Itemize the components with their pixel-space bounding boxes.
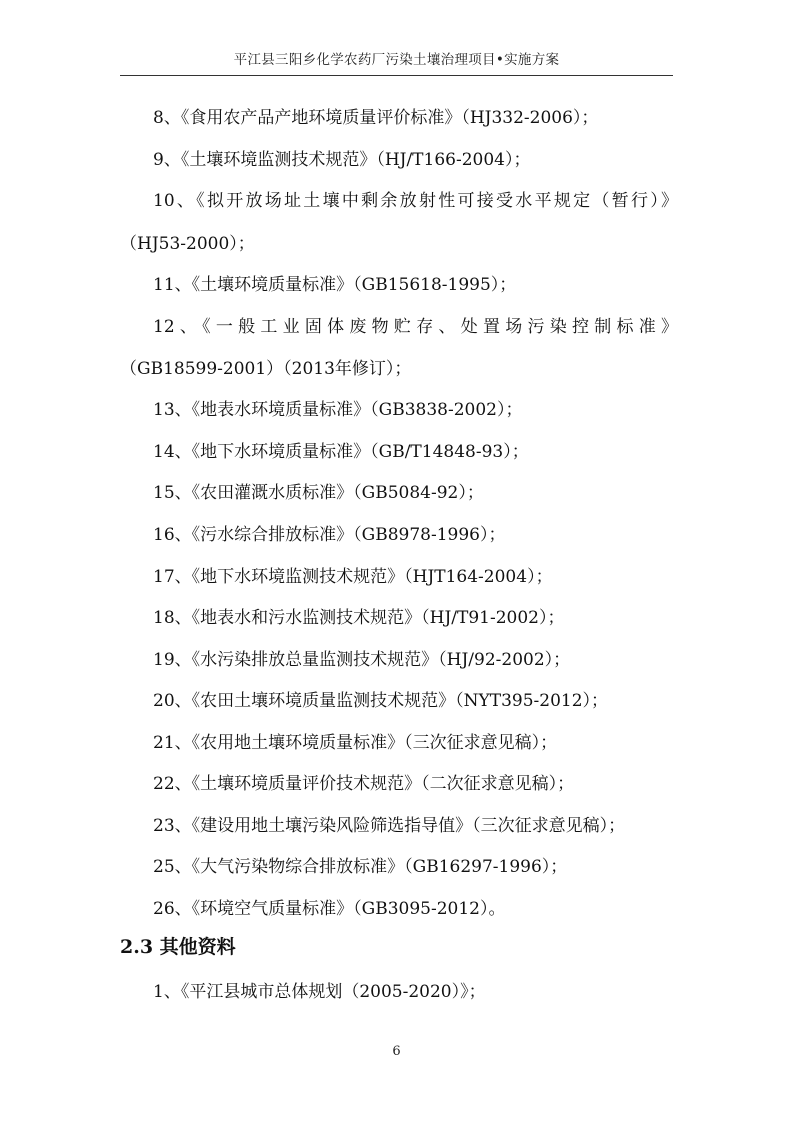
list-item: 21、《农用地土壤环境质量标准》（三次征求意见稿）；	[153, 733, 558, 753]
list-item: 26、《环境空气质量标准》（GB3095-2012）。	[153, 899, 506, 919]
list-item-continuation: （GB18599-2001）（2013年修订）；	[120, 359, 412, 379]
list-item: 23、《建设用地土壤污染风险筛选指导值》（三次征求意见稿）；	[153, 816, 626, 836]
page-number: 6	[392, 1044, 401, 1059]
list-item: 8、《食用农产品产地环境质量评价标准》（HJ332-2006）；	[153, 108, 599, 128]
list-item: 15、《农田灌溉水质标准》（GB5084-92）；	[153, 483, 484, 503]
list-item: 14、《地下水环境质量标准》（GB/T14848-93）；	[153, 442, 529, 462]
list-item: 25、《大气污染物综合排放标准》（GB16297-1996）；	[153, 857, 568, 877]
list-item: 17、《地下水环境监测技术规范》（HJT164-2004）；	[153, 567, 553, 587]
list-item: 12、《一般工业固体废物贮存、处置场污染控制标准》	[153, 317, 678, 337]
list-item: 20、《农田土壤环境质量监测技术规范》（NYT395-2012）；	[153, 691, 609, 711]
list-item: 13、《地表水环境质量标准》（GB3838-2002）；	[153, 400, 523, 420]
list-item: 9、《土壤环境监测技术规范》（HJ/T166-2004）；	[153, 150, 531, 170]
section-heading: 2.3 其他资料	[120, 936, 236, 958]
list-item: 18、《地表水和污水监测技术规范》（HJ/T91-2002）；	[153, 608, 565, 628]
header-divider	[120, 75, 673, 76]
list-item-continuation: （HJ53-2000）；	[120, 234, 255, 254]
list-item: 10、《拟开放场址土壤中剩余放射性可接受水平规定（暂行）》	[153, 191, 678, 211]
list-item: 11、《土壤环境质量标准》（GB15618-1995）；	[153, 275, 517, 295]
list-item: 22、《土壤环境质量评价技术规范》（二次征求意见稿）；	[153, 774, 575, 794]
list-item: 1、《平江县城市总体规划（2005-2020）》；	[153, 982, 486, 1002]
list-item: 19、《水污染排放总量监测技术规范》（HJ/92-2002）；	[153, 650, 571, 670]
running-header: 平江县三阳乡化学农药厂污染土壤治理项目•实施方案	[233, 52, 560, 68]
list-item: 16、《污水综合排放标准》（GB8978-1996）；	[153, 525, 506, 545]
